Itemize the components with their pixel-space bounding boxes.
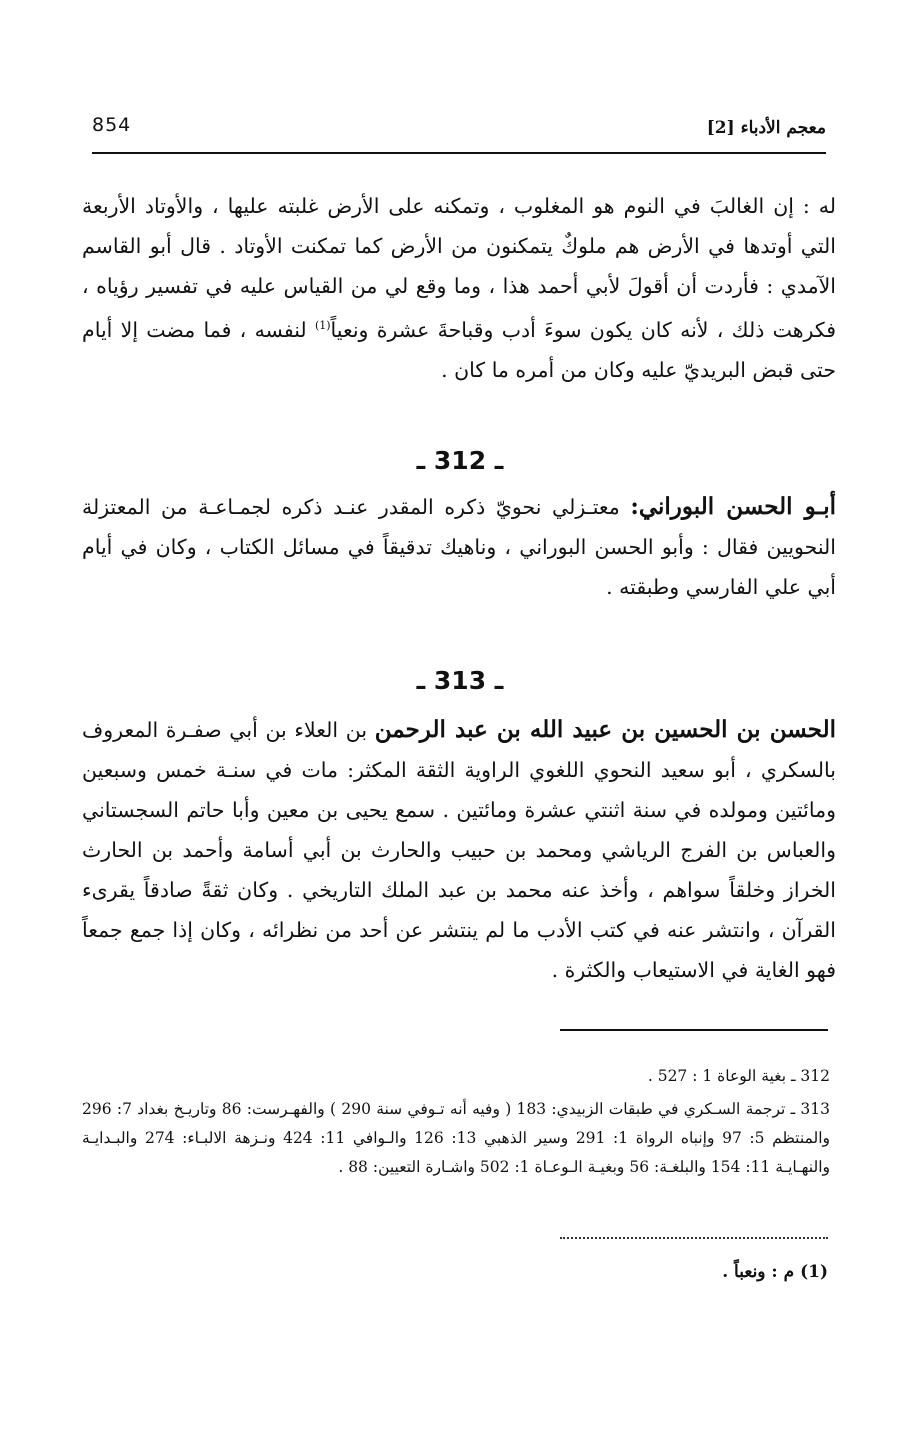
continuation-paragraph — [82, 186, 836, 390]
entry-313-text: بن العلاء بن أبي صفـرة المعروف بالسكري ، أبو سعيد النحوي اللغوي الراوية الثقة المكثر: مات في سنـة خمس وسبعين ومائتين ومولده في سنة اثنتي عشرة ومائتين . سمع يحيى بن معين وأبا حاتم السجستاني والعباس بن الفرج الرياشي ومحمد بن حبيب والحارث بن أبي أسامة وأحمد بن الحارث الخراز وخلقاً سواهم ، وأخذ عنه محمد بن عبد الملك التاريخي . وكان ثقةً صادقاً يقرىء القرآن ، وانتشر عنه في كتب الأدب ما لم ينتشر عن أحد من نظرائه ، وكان إذا جمع جمعاً فهو الغاية في الاستيعاب والكثرة . — [82, 718, 836, 982]
book-title: معجم الأدباء [2] — [706, 118, 826, 138]
entry-312-name: أبـو الحسن البوراني: — [630, 493, 836, 520]
source-note-313: 313 ـ ترجمة السـكري في طبقات الزبيدي: 183 ( وفيه أنه تـوفي سنة 290 ) والفهـرست: 86 وتاريـخ بغداد 7: 296 والمنتظم 5: 97 وإنباه الرواة 1: 291 وسير الذهبي 13: 126 والـوافي 11: 424 ونـزهة الالبـاء: 274 والبـدايـة والنهـايـة 11: 154 والبلغـة: 56 وبغيـة الـوعـاة 1: 502 واشـارة التعيين: 88 . — [82, 1100, 831, 1176]
footnote-separator — [560, 1237, 828, 1239]
source-notes — [82, 1062, 830, 1182]
entry-number-313: ـ 313 ـ — [416, 666, 504, 695]
footnote: (1) م : ونعباً . — [722, 1262, 828, 1282]
entry-312-text: معتـزلي نحويّ ذكره المقدر عنـد ذكره لجمـاعـة من المعتزلة النحويين فقال : وأبو الحسن البوراني ، وناهيك تدقيقاً في مسائل الكتاب ، وكان في أيام أبي علي الفارسي وطبقته . — [82, 495, 836, 599]
source-note-312: 312 ـ بغية الوعاة 1 : 527 . — [647, 1067, 830, 1085]
notes-rule — [560, 1029, 828, 1031]
page-number: 854 — [92, 114, 132, 136]
paragraph-text-end: لنفسه ، فما مضت إلا أيام حتى قبض البريديّ عليه وكان من أمره ما كان . — [82, 317, 836, 382]
paragraph-text: له : إن الغالبَ في النوم هو المغلوب ، وتمكنه على الأرض غلبته عليها ، والأوتاد الأربعة التي أوتدها في الأرض هم ملوكٌ يتمكنون من الأرض كما تمكنت الأوتاد . قال أبو القاسم الآمدي : فأردت أن أقولَ لأبي أحمد هذا ، وما وقع لي من القياس عليه في تفسير رؤياه ، فكرهت ذلك ، لأنه كان يكون سوءَ أدب وقباحةَ عشرة ونعياً — [82, 194, 836, 342]
entry-313-name: الحسن بن الحسين بن عبيد الله بن عبد الرحمن — [374, 716, 836, 743]
running-head — [92, 112, 826, 152]
footnote-marker: (1) — [314, 319, 331, 332]
header-rule — [92, 152, 826, 154]
entry-number-312: ـ 312 ـ — [416, 446, 504, 475]
entry-313-paragraph — [82, 710, 836, 990]
entry-312-paragraph — [82, 487, 836, 607]
